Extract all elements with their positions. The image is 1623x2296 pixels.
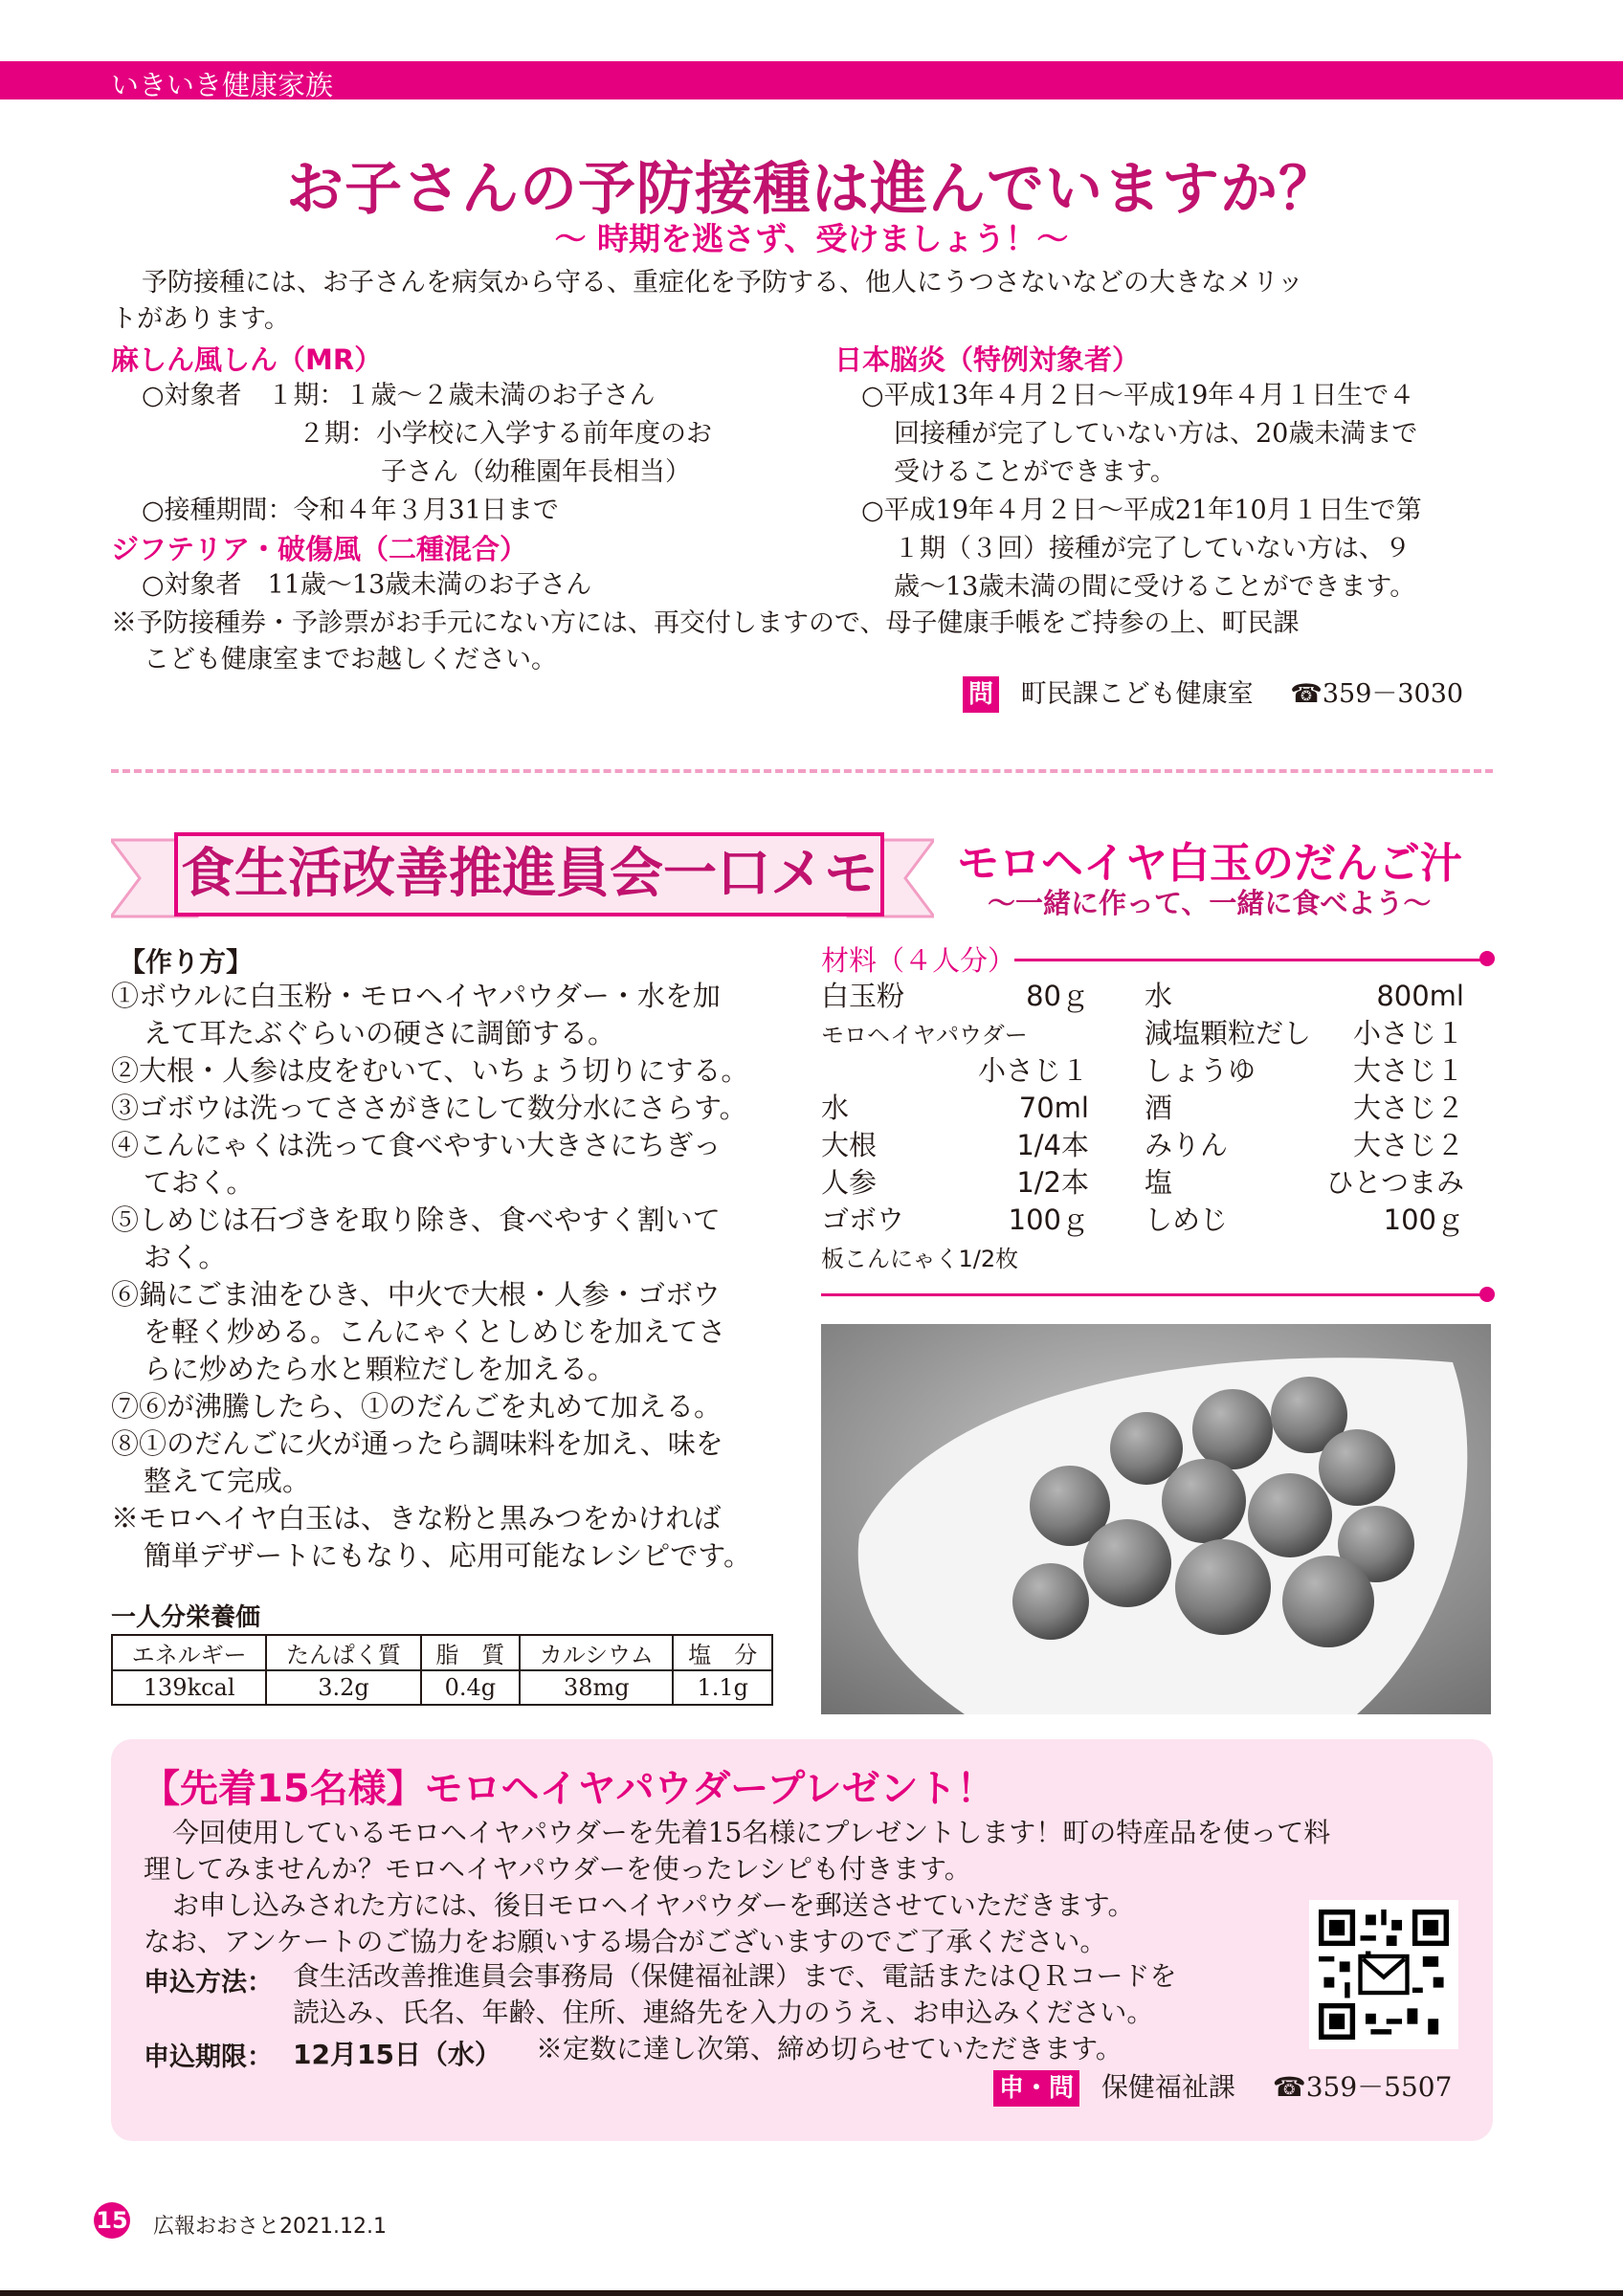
method-step-line: おく。 [144, 1241, 227, 1273]
ingredient-amount: 大さじ１ [1352, 1054, 1464, 1087]
ingredient-row [821, 1090, 1089, 1127]
qr-code-frame[interactable] [1309, 1900, 1458, 2049]
ingredient-amount: 70ml [1018, 1092, 1089, 1124]
ingredient-row [1145, 1127, 1464, 1164]
ingredient-name: モロヘイヤパウダー [821, 1022, 1028, 1049]
nutrition-table [111, 1634, 773, 1706]
present-p1-line-2: 理してみませんか？モロヘイヤパウダーを使ったレシピも付きます。 [144, 1853, 971, 1885]
present-p1-line-1: 今回使用しているモロヘイヤパウダーを先着15名様にプレゼントします！町の特産品を使って料 [172, 1817, 1331, 1848]
note-line-1: ※予防接種券・予診票がお手元にない方には、再交付しますので、母子健康手帳をご持参の上、町民課 [111, 608, 1300, 638]
deadline-note: ※定数に達し次第、締め切らせていただきます。 [536, 2033, 1123, 2064]
method-step-line: 整えて完成。 [144, 1465, 311, 1497]
contact-tag: 申・問 [993, 2070, 1079, 2107]
ingredient-row [1145, 1015, 1464, 1052]
ingredient-name: 人参 [821, 1166, 878, 1199]
je-line-6: 歳～13歳未満の間に受けることができます。 [894, 572, 1416, 602]
method-step-line: ※モロヘイヤ白玉は、きな粉と黒みつをかければ [111, 1502, 722, 1534]
method-step-line: ⑦⑥が沸騰したら、①のだんごを丸めて加える。 [111, 1390, 723, 1423]
ingredient-amount: 小さじ１ [1352, 1017, 1464, 1049]
deadline-date: 12月15日（水） [293, 2039, 501, 2070]
ingredient-row [821, 1239, 1089, 1278]
method-step-line: ③ゴボウは洗ってささがきにして数分水にさらす。 [111, 1092, 747, 1124]
recipe-subtitle: ～一緒に作って、一緒に食べよう～ [988, 887, 1432, 919]
vaccination-contact [963, 675, 1463, 714]
page-bottom-rule [0, 2290, 1623, 2296]
ingredient-amount: 大さじ２ [1352, 1092, 1464, 1124]
rule-dot [1479, 951, 1495, 966]
rule-dot [1479, 1287, 1495, 1302]
ingredient-row [821, 1015, 1089, 1054]
nutrition-value: 139kcal [112, 1670, 266, 1705]
method-step-line: ⑥鍋にごま油をひき、中火で大根・人参・ゴボウ [111, 1278, 721, 1311]
recipe-title: モロヘイヤ白玉のだんご汁 [957, 839, 1462, 888]
ingredient-name: ゴボウ [821, 1203, 905, 1236]
method-step-line: 簡単デザートにもなり、応用可能なレシピです。 [144, 1539, 751, 1572]
method-step-line: えて耳たぶぐらいの硬さに調節する。 [144, 1017, 616, 1049]
mr-line-3: 子さん（幼稚園年長相当） [381, 457, 691, 487]
ingredient-row [821, 1202, 1089, 1239]
ingredient-name: 減塩顆粒だし [1145, 1017, 1312, 1049]
method-line-2: 読込み、氏名、年齢、住所、連絡先を入力のうえ、お申込みください。 [293, 1997, 1154, 2028]
contact-office: 町民課こども健康室 [1020, 679, 1254, 709]
method-step-line: ⑤しめじは石づきを取り除き、食べやすく割いて [111, 1203, 721, 1236]
publication-info: 広報おおさと2021.12.1 [153, 2215, 387, 2239]
present-p2-line-2: なお、アンケートのご協力をお願いする場合がございますのでご了承ください。 [144, 1926, 1107, 1957]
ingredient-row [821, 1164, 1089, 1202]
method-step-line: ②大根・人参は皮をむいて、いちょう切りにする。 [111, 1054, 749, 1087]
nutrition-value: 3.2g [266, 1670, 420, 1705]
ingredient-row [821, 1127, 1089, 1164]
contact-tag: 問 [963, 676, 999, 713]
method-label: 申込方法： [144, 1968, 273, 1998]
method-step-line: ①ボウルに白玉粉・モロヘイヤパウダー・水を加 [111, 980, 721, 1012]
contact-phone: ☎359－3030 [1290, 679, 1464, 709]
ingredients-left [821, 978, 1089, 1284]
method-heading: 【作り方】 [119, 946, 254, 978]
nutrition-header: 脂 質 [421, 1635, 521, 1670]
page-number: 15 [94, 2202, 130, 2239]
mr-line-4: ○接種期間：令和４年３月31日まで [142, 496, 559, 525]
present-contact [993, 2068, 1452, 2107]
je-line-3: 受けることができます。 [894, 457, 1176, 487]
contact-phone: ☎359－5507 [1272, 2071, 1453, 2103]
ingredient-amount: ひとつまみ [1325, 1166, 1464, 1199]
intro-line-1: 予防接種には、お子さんを病気から守る、重症化を予防する、他人にうつさないなどの大きなメリッ [142, 268, 1303, 298]
ingredient-amount: 80ｇ [1026, 980, 1089, 1012]
ingredients-right [1145, 978, 1464, 1246]
je-line-4: ○平成19年４月２日～平成21年10月１日生で第 [861, 496, 1422, 525]
ingredient-amount: 100ｇ [1008, 1203, 1089, 1236]
method-step-line: らに炒めたら水と顆粒だしを加える。 [144, 1353, 616, 1385]
ingredient-amount: 小さじ１ [977, 1054, 1089, 1087]
nutrition-heading: 一人分栄養価 [111, 1603, 261, 1632]
method-step-line: を軽く炒める。こんにゃくとしめじを加えてさ [144, 1315, 726, 1348]
present-p2-line-1: お申し込みされた方には、後日モロヘイヤパウダーを郵送させていただきます。 [172, 1889, 1135, 1921]
mr-line-1: ○対象者 １期：１歳～２歳未満のお子さん [142, 381, 656, 410]
ingredient-row [1145, 1090, 1464, 1127]
ingredient-name: しめじ [1145, 1203, 1229, 1236]
ingredient-name: 大根 [821, 1129, 878, 1161]
ingredients-rule-top [1014, 959, 1487, 961]
dt-heading: ジフテリア・破傷風（二種混合） [111, 533, 528, 565]
ingredient-name: 酒 [1145, 1092, 1173, 1124]
je-line-2: 回接種が完了していない方は、20歳未満まで [894, 419, 1418, 449]
nutrition-header: 塩 分 [673, 1635, 772, 1670]
recipe-banner: 食生活改善推進員会一口メモ [174, 832, 884, 916]
ingredient-row [1145, 978, 1464, 1015]
section-divider [111, 769, 1493, 773]
nutrition-header: カルシウム [520, 1635, 673, 1670]
contact-office: 保健福祉課 [1101, 2071, 1235, 2103]
ingredient-row [1145, 1164, 1464, 1202]
je-heading: 日本脳炎（特例対象者） [834, 343, 1141, 376]
ingredients-rule-bottom [821, 1293, 1487, 1296]
method-step-line: ておく。 [144, 1166, 255, 1199]
article-subtitle: ～ 時期を逃さず、受けましょう！～ [554, 220, 1069, 257]
dt-line-1: ○対象者 11歳～13歳未満のお子さん [142, 570, 592, 600]
ingredient-name: しょうゆ [1145, 1054, 1256, 1087]
je-line-1: ○平成13年４月２日～平成19年４月１日生で４ [861, 381, 1415, 410]
method-line-1: 食生活改善推進員会事務局（保健福祉課）まで、電話またはＱＲコードを [293, 1960, 1177, 1992]
method-step-line: ⑧①のだんごに火が通ったら調味料を加え、味を [111, 1427, 723, 1460]
ingredient-row [1145, 1052, 1464, 1090]
ingredient-name: 塩 [1145, 1166, 1173, 1199]
ingredient-name: みりん [1145, 1129, 1229, 1161]
ingredient-name: 白玉粉 [821, 980, 905, 1012]
nutrition-value: 1.1g [673, 1670, 772, 1705]
section-title: いきいき健康家族 [111, 69, 334, 101]
present-title: 【先着15名様】モロヘイヤパウダープレゼント！ [142, 1767, 995, 1811]
nutrition-header: たんぱく質 [266, 1635, 420, 1670]
mr-heading: 麻しん風しん（MR） [111, 343, 383, 376]
deadline-label: 申込期限： [144, 2042, 273, 2072]
article-title: お子さんの予防接種は進んでいますか？ [286, 156, 1337, 223]
ingredient-name: 水 [821, 1092, 850, 1124]
method-step-line: ④こんにゃくは洗って食べやすい大きさにちぎっ [111, 1129, 722, 1161]
nutrition-value: 38mg [520, 1670, 673, 1705]
ingredient-amount: 800ml [1376, 980, 1464, 1012]
note-line-2: こども健康室までお越しください。 [144, 645, 557, 674]
method-steps [111, 978, 800, 1575]
ingredient-row [1145, 1202, 1464, 1239]
mr-line-2: ２期：小学校に入学する前年度のお [299, 419, 712, 449]
section-header-bar [0, 61, 1623, 99]
je-line-5: １期（３回）接種が完了していない方は、９ [894, 534, 1411, 563]
ingredient-amount: 100ｇ [1383, 1203, 1464, 1236]
intro-line-2: トがあります。 [111, 304, 290, 334]
ingredient-name: 板こんにゃく1/2枚 [821, 1246, 1019, 1272]
qr-code-icon [1319, 1910, 1449, 2040]
ingredient-row [821, 978, 1089, 1015]
nutrition-value: 0.4g [421, 1670, 521, 1705]
ingredient-amount: 大さじ２ [1352, 1129, 1464, 1161]
ingredient-amount: 1/4本 [1016, 1129, 1089, 1161]
nutrition-header: エネルギー [112, 1635, 266, 1670]
ingredient-name: 水 [1145, 980, 1173, 1012]
ingredients-heading: 材料（４人分） [821, 944, 1016, 977]
dumpling-photo [821, 1324, 1491, 1714]
ingredient-amount: 1/2本 [1016, 1166, 1089, 1199]
